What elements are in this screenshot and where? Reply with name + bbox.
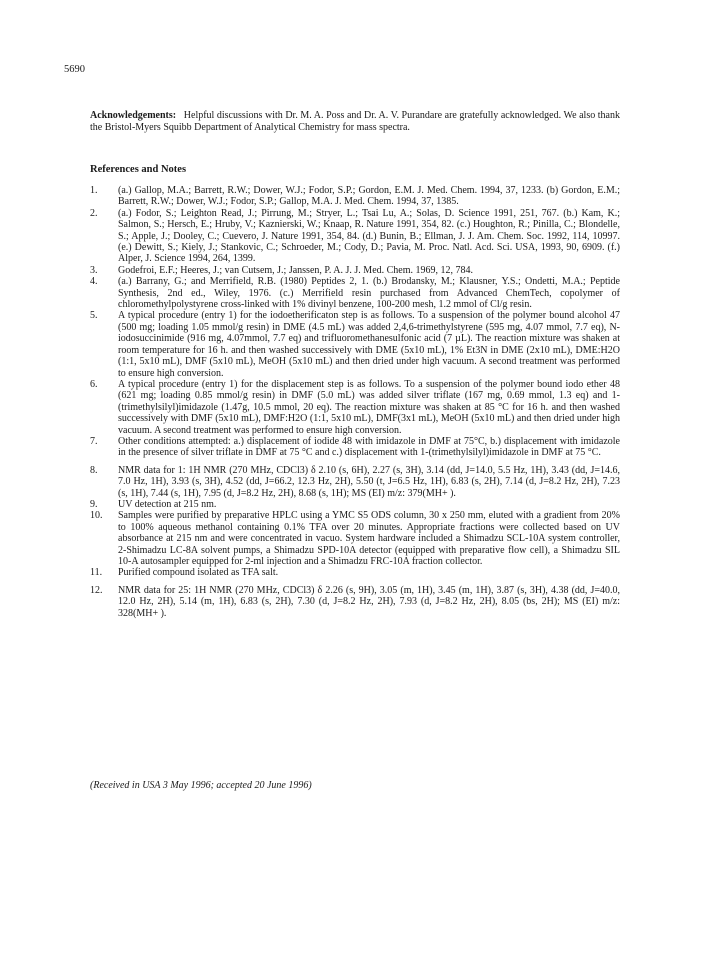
reference-item	[90, 265, 620, 276]
reference-number: 5.	[90, 310, 98, 322]
reference-number: 3.	[90, 264, 98, 276]
acknowledgements	[90, 110, 620, 134]
reference-text: Purified compound isolated as TFA salt.	[118, 567, 279, 579]
page-number: 5690	[64, 64, 85, 75]
acknowledgements-heading: Acknowledgements:	[90, 110, 177, 121]
reference-item	[90, 310, 620, 378]
reference-item	[90, 185, 620, 208]
reference-text: NMR data for 1: 1H NMR (270 MHz, CDCl3) δ 2.10 (s, 6H), 2.27 (s, 3H), 3.14 (dd, J=14.0, 5.5 Hz, 1H), 3.43 (dd, J=14.6, 7.0 Hz, 1H), 3.93 (s, 3H), 4.52 (dd, J=66.2, 12.3 Hz, 2H), 5.50 (t, J=6.5 Hz, 1H), 6.83 (s, 2H), 7.14 (d, J=8.2 Hz, 2H), 7.23 (s, 1H), 7.44 (s, 1H), 7.95 (d, J=8.2 Hz, 2H), 8.68 (s, 1H); MS (EI) m/z: 379(MH+ ).	[118, 464, 620, 499]
reference-item	[90, 208, 620, 265]
reference-item	[90, 510, 620, 567]
reference-number: 2.	[90, 207, 98, 219]
reference-item	[90, 276, 620, 310]
reference-text: (a.) Fodor, S.; Leighton Read, J.; Pirrung, M.; Stryer, L.; Tsai Lu, A.; Solas, D. Science 1991, 251, 767. (b.) Kam, K.; Salmon, S.; Hersch, E.; Hruby, V.; Kaznierski, W.; Knaap, R. Nature 1991, 354, 82. (c.) Houghton, R.; Pinilla, C.; Blondelle, S.; Apple, J.; Dooley, C.; Cuevero, J. Nature 1991, 354, 84. (d.) Bunin, B.; Ellman, J. J. Am. Chem. Soc. 1992, 114, 10997. (e.) Dewitt, S.; Kiely, J.; Stankovic, C.; Schroeder, M.; Cody, D.; Pavia, M. Proc. Natl. Acd. Sci. USA, 1993, 90, 6909. (f.) Alper, J. Science 1994, 264, 1399.	[118, 207, 620, 265]
reference-text: (a.) Barrany, G.; and Merrifield, R.B. (1980) Peptides 2, 1. (b.) Brodansky, M.; Klausner, Y.S.; Ondetti, M.A.; Peptide Synthesis, 2nd ed., Wiley, 1976. (c.) Merrifield resin purchased from Advanced ChemTech, copolymer of chloromethylpolystyrene cross-linked with 1% divinyl benzene, 100-200 mesh, 1.2 mmol of Cl/g resin.	[118, 276, 620, 311]
reference-text: Samples were purified by preparative HPLC using a YMC S5 ODS column, 30 x 250 mm, eluted with a gradient from 20% to 100% aqueous methanol containing 0.1% TFA over 20 minutes. Appropriate fractions were collected based on UV absorbance at 215 nm and were concentrated in vacuo. System hardware included a Shimadzu SCL-10A system controller, 2-Shimadzu LC-8A solvent pumps, a Shimadzu SPD-10A detector (equipped with preparative flow cell), a Shimadzu SIL 10-A autosampler equipped for 2-ml injection and a Shimadzu FRC-10A fraction collector.	[118, 510, 620, 567]
reference-item	[90, 585, 620, 619]
reference-number: 1.	[90, 185, 98, 196]
reference-item	[90, 436, 620, 459]
references-list	[90, 185, 620, 619]
reference-number: 7.	[90, 435, 98, 447]
references-heading: References and Notes	[90, 164, 187, 175]
reference-number: 6.	[90, 378, 98, 390]
reference-text: UV detection at 215 nm.	[118, 498, 217, 510]
reference-number: 10.	[90, 510, 103, 522]
acknowledgements-text: Helpful discussions with Dr. M. A. Poss and Dr. A. V. Purandare are gratefully acknowledged. We also thank the Bristol-Myers Squibb Department of Analytical Chemistry for mass spectra.	[90, 110, 620, 133]
reference-text: Godefroi, E.F.; Heeres, J.; van Cutsem, J.; Janssen, P. A. J. J. Med. Chem. 1969, 12, 784.	[118, 264, 474, 276]
reference-item	[90, 567, 620, 578]
reference-text: NMR data for 25: 1H NMR (270 MHz, CDCl3) δ 2.26 (s, 9H), 3.05 (m, 1H), 3.45 (m, 1H), 3.87 (s, 3H), 4.38 (dd, J=40.0, 12.0 Hz, 2H), 5.14 (m, 1H), 6.83 (s, 2H), 7.30 (d, J=8.2 Hz, 2H), 7.93 (d, J=8.2 Hz, 2H), 8.05 (bs, 2H); MS (EI) m/z: 328(MH+ ).	[118, 584, 620, 619]
received-note: (Received in USA 3 May 1996; accepted 20 June 1996)	[90, 780, 312, 791]
reference-number: 11.	[90, 567, 103, 579]
reference-item	[90, 379, 620, 436]
reference-text: A typical procedure (entry 1) for the displacement step is as follows. To a suspension of the polymer bound iodo ether 48 (621 mg; loading 0.85 mmol/g resin) in DMF (5.0 mL) was added silver triflate (167 mg, 0.69 mmol, 1.3 eq) and 1-(trimethylsilyl)imidazole (1.47g, 10.5 mmol, 20 eq). The reaction mixture was shaken at 85 °C for 16 h. and then washed successively with DMF (5x10 mL), DMF:H2O (1:1, 5x10 mL), DMF(3x1 mL), MeOH (5x10 mL) and then dried under high vacuum. A second treatment was performed to ensure high conversion.	[118, 378, 620, 436]
reference-text: (a.) Gallop, M.A.; Barrett, R.W.; Dower, W.J.; Fodor, S.P.; Gordon, E.M. J. Med. Chem. 1994, 37, 1233. (b) Gordon, E.M.; Barrett, R.W.; Dower, W.J.; Fodor, S.P.; Gallop, M.A. J. Med. Chem. 1994, 37, 1385.	[118, 185, 620, 208]
reference-number: 12.	[90, 584, 103, 596]
reference-item	[90, 465, 620, 499]
reference-number: 4.	[90, 276, 98, 288]
reference-text: A typical procedure (entry 1) for the iodoetherificaton step is as follows. To a suspension of the polymer bound alcohol 47 (500 mg; loading 1.05 mmol/g resin) in DME (4.5 mL) was added 2,4,6-trimethylstyrene (595 mg, 4.07 mmol, 7.7 eq), N-iodosuccinimide (916 mg, 4.07mmol, 7.7 eq) and trifluoromethanesulfonic acid (7 µL). The reaction mixture was shaken at room temperature for 16 h. and then washed successively with DME (5x10 mL), 1% Et3N in DME (2x10 mL), DME:H2O (1:1, 5x10 mL), DMF (5x10 mL), MeOH (5x10 mL) and then dried under high vacuum. A second treatment was performed to ensure high conversion.	[118, 310, 620, 379]
reference-number: 9.	[90, 498, 98, 510]
reference-item	[90, 499, 620, 510]
reference-number: 8.	[90, 464, 98, 476]
reference-text: Other conditions attempted: a.) displacement of iodide 48 with imidazole in DMF at 75°C, b.) displacement with imidazole in the presence of silver triflate in DMF at 75 °C and c.) displacement with 1-(trimethylsilyl)imidazole in DMF at 75 °C.	[118, 435, 620, 459]
